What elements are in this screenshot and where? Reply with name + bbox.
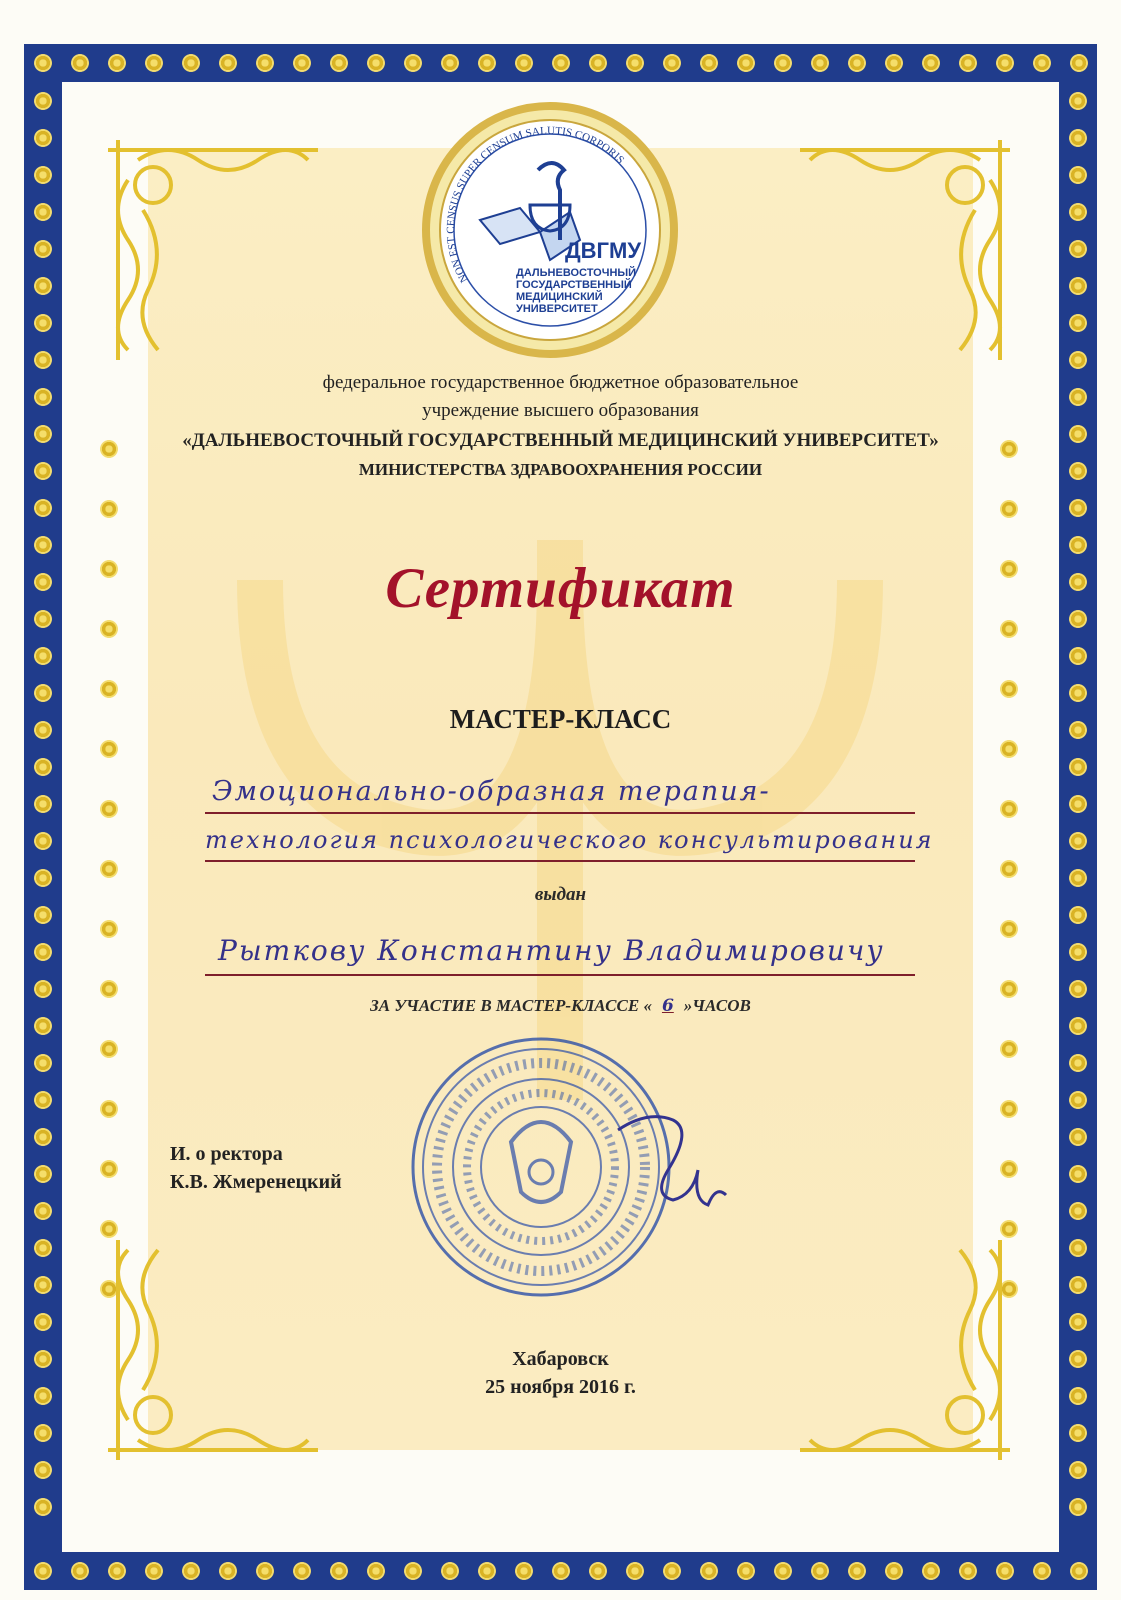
rector-signature <box>610 1090 730 1220</box>
border-flower-icon <box>182 1562 200 1580</box>
participation-prefix: ЗА УЧАСТИЕ В МАСТЕР-КЛАССЕ « <box>370 996 652 1015</box>
border-flower-icon <box>996 1562 1014 1580</box>
border-flower-icon <box>256 1562 274 1580</box>
border-flower-icon <box>959 54 977 72</box>
border-flower-icon <box>885 1562 903 1580</box>
border-flower-icon <box>34 1276 52 1294</box>
border-flower-icon <box>367 54 385 72</box>
institution-line-2: учреждение высшего образования <box>422 400 699 421</box>
border-flower-icon <box>100 1100 118 1118</box>
border-flower-icon <box>1069 129 1087 147</box>
border-flower-icon <box>293 1562 311 1580</box>
border-flower-icon <box>34 1017 52 1035</box>
border-flower-icon <box>1000 680 1018 698</box>
border-flower-icon <box>1069 536 1087 554</box>
border-flower-icon <box>1033 54 1051 72</box>
border-flower-icon <box>34 1128 52 1146</box>
border-flower-icon <box>848 54 866 72</box>
border-flower-icon <box>34 684 52 702</box>
border-flower-icon <box>1000 1160 1018 1178</box>
border-flower-icon <box>700 1562 718 1580</box>
border-flower-icon <box>34 1165 52 1183</box>
border-flower-icon <box>1000 740 1018 758</box>
border-flower-icon <box>1069 1461 1087 1479</box>
border-flower-icon <box>145 1562 163 1580</box>
signatory-block <box>170 1140 342 1196</box>
logo-abbr: ДВГМУ <box>565 238 642 263</box>
signatory-name: К.В. Жмеренецкий <box>170 1171 342 1193</box>
border-flower-icon <box>108 1562 126 1580</box>
border-flower-icon <box>515 1562 533 1580</box>
recipient-underline <box>205 974 915 976</box>
logo-name-2: ГОСУДАРСТВЕННЫЙ <box>516 279 632 291</box>
border-flower-icon <box>737 54 755 72</box>
border-flower-icon <box>34 1239 52 1257</box>
border-flower-icon <box>34 277 52 295</box>
issued-label: выдан <box>534 884 587 905</box>
recipient-name: Рыткову Константину Владимировичу <box>218 934 885 967</box>
border-flower-icon <box>515 54 533 72</box>
border-flower-icon <box>922 1562 940 1580</box>
border-flower-icon <box>811 54 829 72</box>
border-flower-icon <box>478 54 496 72</box>
border-flower-icon <box>34 1091 52 1109</box>
border-flower-icon <box>71 54 89 72</box>
border-flower-icon <box>100 1040 118 1058</box>
border-flower-icon <box>1069 1498 1087 1516</box>
topic-line-1: Эмоционально-образная терапия- <box>212 776 771 807</box>
topic-underline-2 <box>205 860 915 862</box>
border-flower-icon <box>1000 1040 1018 1058</box>
border-flower-icon <box>100 920 118 938</box>
border-flower-icon <box>774 54 792 72</box>
border-flower-icon <box>552 1562 570 1580</box>
logo-name-1: ДАЛЬНЕВОСТОЧНЫЙ <box>516 267 637 279</box>
institution-line-1: федеральное государственное бюджетное образовательное <box>322 372 799 393</box>
border-flower-icon <box>737 1562 755 1580</box>
border-flower-icon <box>34 203 52 221</box>
border-flower-icon <box>774 1562 792 1580</box>
border-flower-icon <box>1069 1313 1087 1331</box>
border-flower-icon <box>478 1562 496 1580</box>
border-flower-icon <box>108 54 126 72</box>
border-flower-icon <box>1069 166 1087 184</box>
border-flower-icon <box>885 54 903 72</box>
border-flower-icon <box>1069 1091 1087 1109</box>
university-logo <box>420 100 680 360</box>
border-flower-icon <box>1069 240 1087 258</box>
border-flower-icon <box>404 54 422 72</box>
border-flower-icon <box>1000 620 1018 638</box>
border-flower-icon <box>811 1562 829 1580</box>
border-flower-icon <box>1069 758 1087 776</box>
border-flower-icon <box>100 740 118 758</box>
border-flower-icon <box>626 1562 644 1580</box>
border-flower-icon <box>1069 1239 1087 1257</box>
issue-date: 25 ноября 2016 г. <box>485 1376 636 1398</box>
border-flower-icon <box>1069 1276 1087 1294</box>
border-flower-icon <box>1000 920 1018 938</box>
border-flower-icon <box>1069 1202 1087 1220</box>
topic-line-2: технология психологического консультирования <box>205 826 934 854</box>
border-flower-icon <box>34 1054 52 1072</box>
border-flower-icon <box>1069 351 1087 369</box>
border-flower-icon <box>1069 943 1087 961</box>
border-flower-icon <box>1069 795 1087 813</box>
border-flower-icon <box>552 54 570 72</box>
border-flower-icon <box>1069 499 1087 517</box>
border-flower-icon <box>100 800 118 818</box>
border-flower-icon <box>1069 1165 1087 1183</box>
border-flower-icon <box>100 680 118 698</box>
border-flower-icon <box>1070 1562 1088 1580</box>
border-flower-icon <box>441 1562 459 1580</box>
border-flower-icon <box>404 1562 422 1580</box>
border-flower-icon <box>219 54 237 72</box>
border-flower-icon <box>145 54 163 72</box>
border-flower-icon <box>256 54 274 72</box>
border-flower-icon <box>34 314 52 332</box>
border-flower-icon <box>1069 906 1087 924</box>
border-flower-icon <box>34 647 52 665</box>
border-flower-icon <box>34 795 52 813</box>
border-flower-icon <box>34 906 52 924</box>
ornament-top-left <box>98 130 328 370</box>
border-flower-icon <box>34 832 52 850</box>
signatory-title: И. о ректора <box>170 1143 283 1165</box>
border-flower-icon <box>1033 1562 1051 1580</box>
border-flower-icon <box>1069 832 1087 850</box>
border-flower-icon <box>1069 92 1087 110</box>
border-flower-icon <box>663 54 681 72</box>
border-flower-icon <box>1069 314 1087 332</box>
border-flower-icon <box>1069 647 1087 665</box>
participation-suffix: »ЧАСОВ <box>683 996 751 1015</box>
ornament-top-right <box>790 130 1020 370</box>
border-flower-icon <box>100 1160 118 1178</box>
border-flower-icon <box>589 1562 607 1580</box>
border-flower-icon <box>1069 1128 1087 1146</box>
border-flower-icon <box>330 1562 348 1580</box>
border-flower-icon <box>589 54 607 72</box>
border-flower-icon <box>1069 277 1087 295</box>
border-flower-icon <box>1000 500 1018 518</box>
border-flower-icon <box>219 1562 237 1580</box>
border-flower-icon <box>34 129 52 147</box>
border-flower-icon <box>71 1562 89 1580</box>
border-flower-icon <box>1000 1100 1018 1118</box>
border-flower-icon <box>1069 684 1087 702</box>
border-flower-icon <box>34 943 52 961</box>
city: Хабаровск <box>512 1348 609 1370</box>
master-class-label: МАСТЕР-КЛАСС <box>449 704 672 734</box>
border-flower-icon <box>330 54 348 72</box>
border-flower-icon <box>959 1562 977 1580</box>
logo-motto: NON EST CENSUS SUPER CENSUM SALUTIS CORPORIS <box>444 124 627 285</box>
border-flower-icon <box>293 54 311 72</box>
border-flower-icon <box>34 536 52 554</box>
border-flower-icon <box>34 166 52 184</box>
border-flower-icon <box>1069 1424 1087 1442</box>
border-flower-icon <box>34 1202 52 1220</box>
border-flower-icon <box>996 54 1014 72</box>
border-flower-icon <box>34 1424 52 1442</box>
logo-name-3: МЕДИЦИНСКИЙ <box>516 291 603 303</box>
border-flower-icon <box>34 499 52 517</box>
border-flower-icon <box>34 54 52 72</box>
logo-name-4: УНИВЕРСИТЕТ <box>516 303 598 315</box>
border-flower-icon <box>100 620 118 638</box>
institution-name: «ДАЛЬНЕВОСТОЧНЫЙ ГОСУДАРСТВЕННЫЙ МЕДИЦИНСКИЙ УНИВЕРСИТЕТ» <box>182 430 939 451</box>
border-flower-icon <box>34 1562 52 1580</box>
border-flower-icon <box>34 758 52 776</box>
border-flower-icon <box>182 54 200 72</box>
border-flower-icon <box>1069 203 1087 221</box>
border-flower-icon <box>34 1313 52 1331</box>
border-flower-icon <box>1070 54 1088 72</box>
border-flower-icon <box>663 1562 681 1580</box>
border-flower-icon <box>34 92 52 110</box>
border-flower-icon <box>441 54 459 72</box>
border-flower-icon <box>922 54 940 72</box>
border-flower-icon <box>367 1562 385 1580</box>
border-flower-icon <box>700 54 718 72</box>
participation-line <box>0 996 1121 1016</box>
border-flower-icon <box>34 1498 52 1516</box>
border-flower-icon <box>34 1461 52 1479</box>
border-flower-icon <box>1069 1054 1087 1072</box>
border-flower-icon <box>1000 860 1018 878</box>
ministry-line: МИНИСТЕРСТВА ЗДРАВООХРАНЕНИЯ РОССИИ <box>358 460 763 479</box>
certificate-title: Сертификат <box>385 557 736 620</box>
topic-underline-1 <box>205 812 915 814</box>
hours-value: 6 <box>661 996 674 1016</box>
border-flower-icon <box>1000 800 1018 818</box>
border-flower-icon <box>626 54 644 72</box>
border-flower-icon <box>34 240 52 258</box>
border-flower-icon <box>1069 1017 1087 1035</box>
border-flower-icon <box>100 500 118 518</box>
border-flower-icon <box>34 351 52 369</box>
border-flower-icon <box>100 860 118 878</box>
border-flower-icon <box>848 1562 866 1580</box>
